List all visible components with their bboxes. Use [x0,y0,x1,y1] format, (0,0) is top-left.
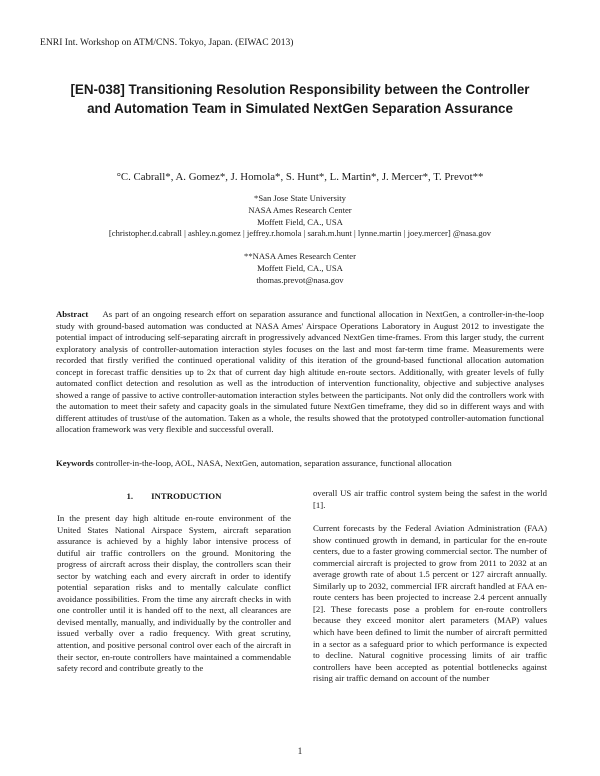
left-column [57,513,291,675]
keywords-label: Keywords [56,458,94,468]
right-column [313,488,547,685]
page-number: 1 [297,747,303,757]
abstract-label: Abstract [56,309,89,319]
body-paragraph: In the present day high altitude en-route environment of the United States National Airspace System, aircraft separation assurance is achieved by a highly labor intensive process of dutiful air traffic controllers on the ground. Monitoring the progress of aircraft across their display, the controllers scan their sector by watching each and every aircraft in order to identify potential separation risks and to mentally calculate conflict avoidance possibilities. From the time any aircraft checks in with one controller until it is handed off to the next, all clearances are devised mentally, manually, and individually by the controller and issued verbally over a radio frequency. With great scrutiny, attention, and positive personal control over each of the aircraft in their sector, en-route controllers have maintained a commendable safety record and contribute greatly to the [57,513,291,674]
affiliation-emails: [christopher.d.cabrall | ashley.n.gomez | jeffrey.r.homola | sarah.m.hunt | lynne.martin | joey.mercer] @nasa.gov [108,228,492,239]
body-paragraph: overall US air traffic control system being the safest in the world [1]. [313,488,547,510]
abstract-text: As part of an ongoing research effort on separation assurance and functional allocation in NextGen, a controller-in-the-loop study with ground-based automation was conducted at NASA Ames' Airspace Operations Laboratory in August 2012 to investigate the potential impact of introducing self-separating aircraft in progressively advanced NextGen time-frames. From this larger study, the current exploratory analysis of controller-automation interaction styles focuses on the last and most far-term time frame. Measurements were recorded that firstly verified the continued operational validity of this iteration of the ground-based functional allocation automation concept in forecast traffic densities up to 2x that of current day high altitude en-route sectors. Additionally, with greater levels of fully automated conflict detection and resolution as well as the introduction of intervention functionality, objective and subjective analyses showed a range of passive to active controller-automation interaction styles between the participants. Not only did the controllers work with the automation to meet their safety and capacity goals in the simulated future NextGen timeframe, they did so in different ways and with different attitudes of trust/use of the automation. Taken as a whole, the results showed that the prototyped controller-automation functional allocation framework was very flexible and successful overall. [56,309,544,435]
conference-header: ENRI Int. Workshop on ATM/CNS. Tokyo, Japan. (EIWAC 2013) [40,37,294,48]
author-list: °C. Cabrall*, A. Gomez*, J. Homola*, S. Hunt*, L. Martin*, J. Mercer*, T. Prevot** [116,171,484,183]
section-heading [57,491,291,501]
keywords [56,458,544,470]
abstract [56,309,544,436]
affiliation-line: **NASA Ames Research Center [244,251,356,261]
affiliation-line: NASA Ames Research Center [248,204,352,215]
body-paragraph: Current forecasts by the Federal Aviation Administration (FAA) show continued growth in demand, in particular for the en-route centers, due to a faster growing commercial sector. The number of commercial aircraft is projected to grow from 2011 to 2032 at an average growth rate of about 1.5 percent or 127 aircraft annually. Similarly up to 2032, commercial IFR aircraft handled at FAA en-route centers has been projected to increase 2.4 percent annually [2]. These forecasts pose a problem for en-route controllers because they exceed monitor alert parameters (MAP) values which have been defined to limit the number of aircraft permitted in a sector as a safeguard prior to which performance is expected to decline. Natural cognitive processing limits of air traffic controllers have been accepted as potential bottlenecks against rising air traffic demand on account of the number [313,523,547,684]
affiliation-sjsu [0,193,600,240]
affiliation-line: Moffett Field, CA., USA [257,262,343,273]
affiliation-nasa [0,251,600,286]
affiliation-line: *San Jose State University [254,193,346,203]
affiliation-email: thomas.prevot@nasa.gov [256,274,344,285]
paper-title: [EN-038] Transitioning Resolution Responsibility between the Controller and Automation Team in Simulated NextGen Separation Assurance [70,82,530,116]
section-number: 1. [126,491,134,501]
keywords-text: controller-in-the-loop, AOL, NASA, NextGen, automation, separation assurance, functional allocation [95,458,452,468]
section-title: INTRODUCTION [151,491,222,501]
affiliation-line: Moffett Field, CA., USA [257,216,343,227]
